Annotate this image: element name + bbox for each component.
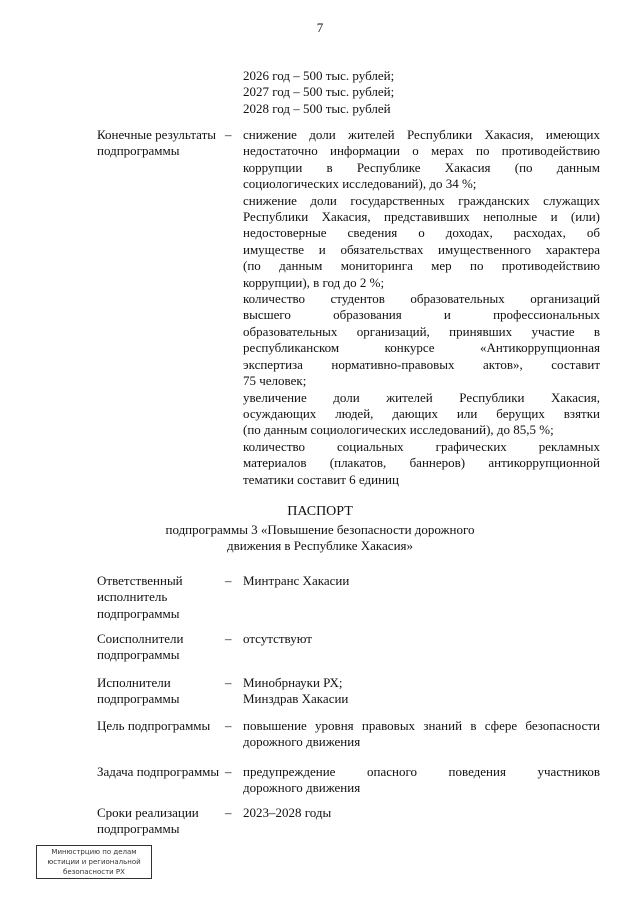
text-line: коррупции в Республике Хакасия (по данным	[243, 159, 600, 175]
funding-line: 2026 год – 500 тыс. рублей;	[243, 68, 395, 83]
task-label: Задача подпрограммы	[97, 764, 220, 779]
executors-value	[243, 675, 600, 708]
text-line: образовательных организаций, принявших участие в	[243, 323, 600, 339]
passport-subtitle	[0, 522, 640, 555]
text-line: дорожного движения	[243, 734, 361, 750]
goal-value	[243, 718, 600, 751]
text-line: отсутствуют	[243, 631, 312, 646]
text-line: коррупции), в год до 2 %;	[243, 274, 385, 290]
co-executors-value	[243, 631, 600, 647]
dash: –	[225, 718, 232, 733]
results-paragraph	[243, 390, 600, 439]
results-paragraph	[243, 127, 600, 193]
text-line: снижение доли государственных гражданских служащих	[243, 192, 600, 208]
stamp-line: безопасности РХ	[63, 868, 125, 876]
results-paragraph	[243, 291, 600, 389]
text-line: Минтранс Хакасии	[243, 573, 350, 588]
period-value	[243, 805, 600, 821]
responsible-label: Ответственный исполнитель подпрограммы	[97, 573, 183, 621]
registration-stamp	[36, 845, 152, 879]
dash: –	[225, 764, 232, 779]
text-line: недостоверные сведения о доходах, расходах, об	[243, 225, 600, 241]
co-executors-label: Соисполнители подпрограммы	[97, 631, 184, 663]
dash: –	[225, 127, 232, 142]
text-line: дорожного движения	[243, 780, 361, 796]
text-line: повышение уровня правовых знаний в сфере безопасности	[243, 718, 600, 733]
text-line: Минздрав Хакасии	[243, 691, 349, 707]
text-line: количество студентов образовательных организаций	[243, 291, 600, 307]
dash: –	[225, 573, 232, 588]
text-line: увеличение доли жителей Республики Хакасия,	[243, 389, 600, 405]
text-line: 2023–2028 годы	[243, 805, 332, 820]
results-paragraph	[243, 193, 600, 291]
text-line: осуждающих людей, дающих или берущих взятки	[243, 405, 600, 421]
funding-line: 2028 год – 500 тыс. рублей	[243, 100, 391, 116]
text-line: недостаточно информации о мерах по противодействию	[243, 143, 600, 159]
task-value	[243, 764, 600, 797]
text-line: материалов (плакатов, баннеров) антикоррупционной	[243, 455, 600, 471]
text-line: количество социальных графических рекламных	[243, 438, 600, 454]
results-label: Конечные результаты подпрограммы	[97, 127, 217, 159]
stamp-line: юстиции и региональной	[47, 858, 141, 866]
results-value	[243, 127, 600, 488]
executors-label: Исполнители подпрограммы	[97, 675, 180, 707]
text-line: республиканском конкурсе «Антикоррупционная	[243, 340, 600, 356]
subtitle-line: подпрограммы 3 «Повышение безопасности дорожного	[165, 522, 475, 537]
text-line: социологических исследований), до 34 %;	[243, 176, 477, 192]
text-line: 75 человек;	[243, 373, 307, 389]
text-line: Республики Хакасия, представивших неполные и (или)	[243, 209, 600, 225]
text-line: экспертиза нормативно-правовых актов», составит	[243, 356, 600, 372]
funding-block	[243, 68, 394, 117]
dash: –	[225, 631, 232, 646]
text-line: (по данным социологических исследований), до 85,5 %;	[243, 422, 554, 438]
text-line: имуществе и обязательствах имущественного характера	[243, 241, 600, 257]
period-label: Сроки реализации подпрограммы	[97, 805, 199, 837]
subtitle-line: движения в Республике Хакасия»	[226, 538, 414, 554]
dash: –	[225, 675, 232, 690]
page-number: 7	[316, 20, 324, 35]
text-line: тематики составит 6 единиц	[243, 471, 399, 487]
stamp-line: Минюстрцию по делам	[51, 848, 137, 856]
results-paragraph	[243, 439, 600, 488]
text-line: снижение доли жителей Республики Хакасия, имеющих	[243, 127, 600, 142]
dash: –	[225, 805, 232, 820]
responsible-value	[243, 573, 600, 589]
text-line: Минобрнауки РХ;	[243, 675, 343, 690]
funding-line: 2027 год – 500 тыс. рублей;	[243, 84, 395, 100]
goal-label: Цель подпрограммы	[97, 718, 211, 733]
text-line: предупреждение опасного поведения участников	[243, 764, 600, 779]
text-line: (по данным мониторинга мер по противодействию	[243, 258, 600, 274]
passport-title: ПАСПОРТ	[287, 504, 353, 519]
text-line: высшего образования и профессиональных	[243, 307, 600, 323]
